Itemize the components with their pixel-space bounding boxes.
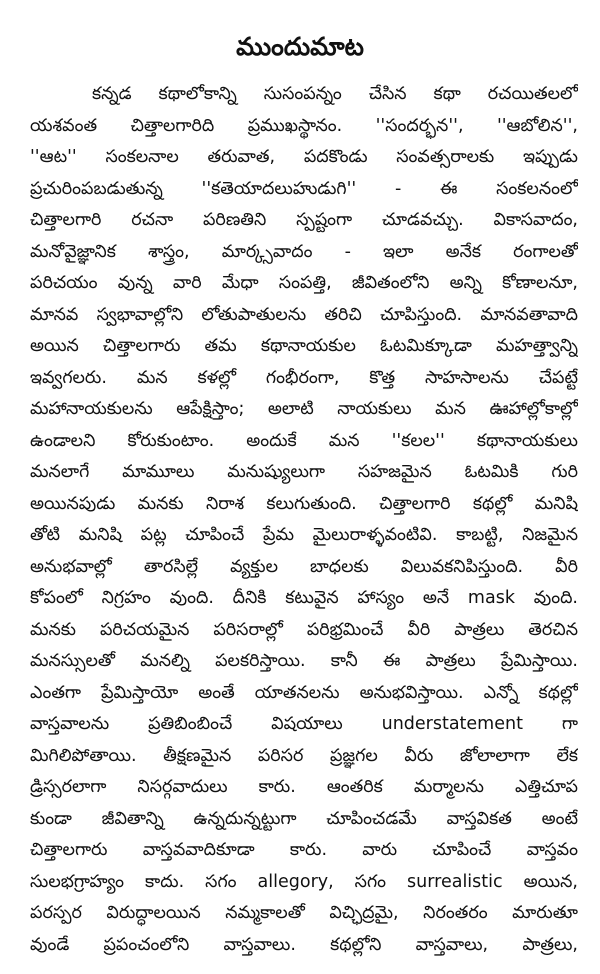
page-title: ముందుమాట	[236, 32, 364, 61]
text-line: కోపంలో నిగ్రహం వుంది. దీనికి కటువైన హాస్యం అనే mask వుంది.	[30, 588, 578, 608]
text-line: మానవ స్వభావాల్లోని లోతుపాతులను తరిచి చూపిస్తుంది. మానవతావాది	[30, 304, 578, 325]
text-line: కన్నడ కథాలోకాన్ని సుసంపన్నం చేసిన కథా రచయితలలో	[92, 84, 578, 104]
text-line: ఎంతగా ప్రేమిస్తాయో అంతే యాతనలను అనుభవిస్తాయి. ఎన్నో కథల్లో	[30, 682, 578, 703]
text-line: ''ఆట'' సంకలనాల తరువాత, పదకొండు సంవత్సరాలకు ఇప్పుడు	[30, 147, 578, 167]
text-line: మనస్సులతో మనల్ని పలకరిస్తాయి. కానీ ఈ పాత్రలు ప్రేమిస్తాయి.	[30, 651, 578, 671]
text-line: వాస్తవాలను ప్రతిబింబించే విషయాలు understatement గా	[30, 714, 578, 734]
text-line: ప్రచురింపబడుతున్న ''కతెయాదలుహుడుగి'' - ఈ సంకలనంలో	[30, 178, 578, 199]
text-line: తోటి మనిషి పట్ల చూపించే ప్రేమ మైలురాళ్ళవంటివి. కాబట్టి, నిజమైన	[30, 525, 578, 545]
text-line: అనుభవాల్లో తారసిల్లే వ్యక్తుల బాధలకు విలువకనిపిస్తుంది. వీరి	[30, 556, 578, 577]
text-line: మిగిలిపోతాయి. తీక్షణమైన పరిసర ప్రజ్ఞగల వీరు జోలాలాగా లేక	[30, 745, 578, 766]
text-line: యశవంత చిత్తాలగారిది ప్రముఖస్థానం. ''సందర్భన'', ''ఆబోలిన'',	[30, 115, 578, 136]
text-line: డ్రిస్సరలాగా నిసర్గవాదులు కారు. ఆంతరిక మర్మాలను ఎత్తిచూప	[30, 777, 578, 797]
text-line: కుండా జీవితాన్ని ఉన్నదున్నట్టుగా చూపించడమే వాస్తవికత అంటే	[30, 808, 578, 829]
text-line: అయినపుడు మనకు నిరాశ కలుగుతుంది. చిత్తాలగారి కథల్లో మనిషి	[30, 493, 578, 514]
text-line: పరస్పర విరుద్ధాలయిన నమ్మకాలతో విచ్ఛిద్రమై, నిరంతరం మారుతూ	[30, 903, 578, 923]
text-line: వుండే ప్రపంచంలోని వాస్తవాలు. కథల్లోని వాస్తవాలు, పాత్రలు,	[30, 934, 578, 955]
text-line: పరిచయం వున్న వారి మేధా సంపత్తి, జీవితంలోని అన్ని కోణాలనూ,	[30, 273, 578, 293]
text-line: మనకు పరిచయమైన పరిసరాల్లో పరిభ్రమించే వీరి పాత్రలు తెరచిన	[30, 619, 578, 640]
text-line: సులభగ్రాహ్యం కాదు. సగం allegory, సగం surrealistic అయిన,	[30, 871, 578, 892]
text-line: అయిన చిత్తాలగారు తమ కథానాయకుల ఓటమిక్కూడా మహత్త్వాన్ని	[30, 336, 578, 356]
text-line: మనలాగే మామూలు మనుష్యులుగా సహజమైన ఓటమికి గురి	[30, 462, 578, 482]
text-line: మనోవైజ్ఞానిక శాస్త్రం, మార్క్సవాదం - ఇలా అనేక రంగాలతో	[30, 241, 578, 262]
text-line: మహానాయకులను ఆపేక్షిస్తాం; అలాటి నాయకులు మన ఊహాల్లోకాల్లో	[30, 399, 578, 419]
text-line: ఇవ్వగలరు. మన కళల్లో గంభీరంగా, కొత్త సాహసాలను చేపట్టే	[30, 367, 578, 388]
text-line: ఉండాలని కోరుకుంటాం. అందుకే మన ''కలల'' కథానాయకులు	[30, 430, 578, 451]
text-line: చిత్తాలగారి రచనా పరిణతిని స్పష్టంగా చూడవచ్చు. వికాసవాదం,	[30, 210, 578, 230]
text-line: చిత్తాలగారు వాస్తవవాదికూడా కారు. వారు చూపించే వాస్తవం	[30, 840, 578, 860]
